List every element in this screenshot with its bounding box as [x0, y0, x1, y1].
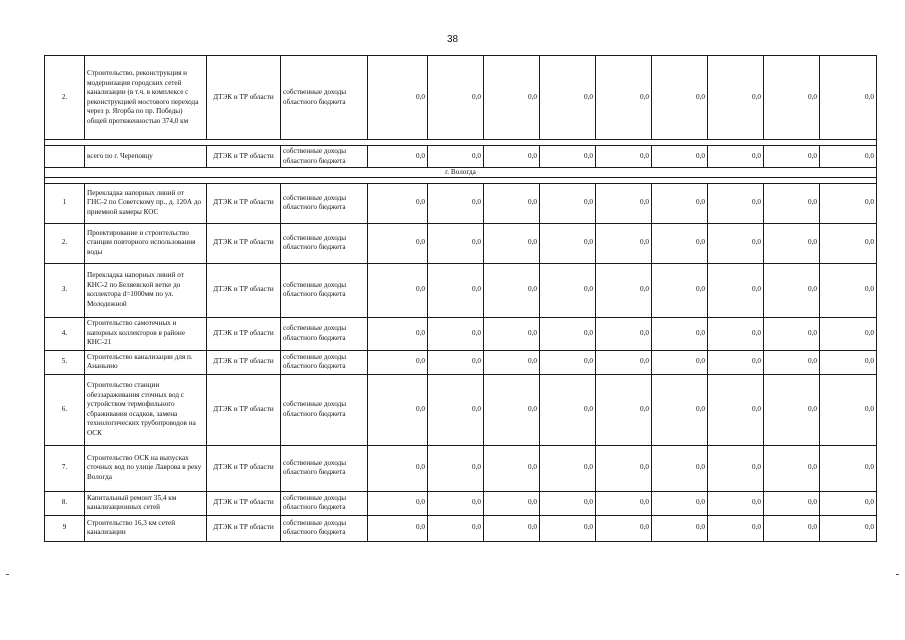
row-value-cell: 0,0	[652, 223, 708, 263]
row-value-cell: 0,0	[484, 374, 540, 445]
row-number	[45, 146, 85, 168]
row-executor: ДТЭК и ТР области	[207, 374, 281, 445]
row-value-cell: 0,0	[428, 317, 484, 350]
row-value-cell: 0,0	[484, 183, 540, 223]
table-row	[45, 223, 877, 263]
row-description: Строительство самотечных и напорных коллекторов в районе КНС-21	[85, 317, 207, 350]
row-value-cell: 0,0	[652, 445, 708, 491]
row-value-cell: 0,0	[652, 56, 708, 140]
row-value-cell: 0,0	[652, 317, 708, 350]
scan-edge-mark-left	[6, 574, 9, 575]
row-number: 8.	[45, 491, 85, 515]
row-value-cell: 0,0	[708, 515, 764, 541]
row-value-cell: 0,0	[540, 56, 596, 140]
row-value-cell: 0,0	[428, 445, 484, 491]
row-funding-source: собственные доходы областного бюджета	[281, 56, 368, 140]
row-executor: ДТЭК и ТР области	[207, 56, 281, 140]
row-value-cell: 0,0	[428, 263, 484, 317]
row-value-cell: 0,0	[764, 317, 820, 350]
row-executor: ДТЭК и ТР области	[207, 445, 281, 491]
row-value-cell: 0,0	[368, 223, 428, 263]
row-value-cell: 0,0	[708, 183, 764, 223]
row-funding-source: собственные доходы областного бюджета	[281, 445, 368, 491]
row-value-cell: 0,0	[484, 263, 540, 317]
row-value-cell: 0,0	[652, 263, 708, 317]
row-value-cell: 0,0	[596, 350, 652, 374]
row-value-cell: 0,0	[708, 445, 764, 491]
table-row	[45, 350, 877, 374]
row-value-cell: 0,0	[540, 374, 596, 445]
row-value-cell: 0,0	[540, 445, 596, 491]
row-value-cell: 0,0	[652, 491, 708, 515]
section-header-row	[45, 168, 877, 178]
row-executor: ДТЭК и ТР области	[207, 491, 281, 515]
row-number: 3.	[45, 263, 85, 317]
row-value-cell: 0,0	[540, 223, 596, 263]
row-value-cell: 0,0	[708, 491, 764, 515]
row-number: 7.	[45, 445, 85, 491]
row-value-cell: 0,0	[540, 146, 596, 168]
row-funding-source: собственные доходы областного бюджета	[281, 515, 368, 541]
row-value-cell: 0,0	[428, 56, 484, 140]
row-value-cell: 0,0	[428, 223, 484, 263]
row-value-cell: 0,0	[540, 350, 596, 374]
table-row	[45, 374, 877, 445]
row-value-cell: 0,0	[368, 374, 428, 445]
row-value-cell: 0,0	[428, 350, 484, 374]
row-description: Строительство ОСК на выпусках сточных вод по улице Лаврова в реку Вологда	[85, 445, 207, 491]
table-row	[45, 317, 877, 350]
row-value-cell: 0,0	[368, 445, 428, 491]
row-value-cell: 0,0	[484, 350, 540, 374]
row-number: 9	[45, 515, 85, 541]
row-value-cell: 0,0	[764, 183, 820, 223]
row-number: 2.	[45, 56, 85, 140]
row-value-cell: 0,0	[764, 374, 820, 445]
row-value-cell: 0,0	[820, 491, 877, 515]
row-value-cell: 0,0	[708, 317, 764, 350]
table-row	[45, 183, 877, 223]
row-funding-source: собственные доходы областного бюджета	[281, 374, 368, 445]
total-row	[45, 146, 877, 168]
row-value-cell: 0,0	[596, 374, 652, 445]
row-funding-source: собственные доходы областного бюджета	[281, 317, 368, 350]
row-value-cell: 0,0	[708, 350, 764, 374]
row-value-cell: 0,0	[764, 445, 820, 491]
row-value-cell: 0,0	[764, 263, 820, 317]
row-value-cell: 0,0	[708, 263, 764, 317]
row-executor: ДТЭК и ТР области	[207, 263, 281, 317]
row-value-cell: 0,0	[764, 350, 820, 374]
row-value-cell: 0,0	[764, 491, 820, 515]
row-value-cell: 0,0	[596, 491, 652, 515]
row-value-cell: 0,0	[540, 491, 596, 515]
row-value-cell: 0,0	[428, 374, 484, 445]
row-value-cell: 0,0	[368, 146, 428, 168]
row-executor: ДТЭК и ТР области	[207, 515, 281, 541]
row-executor: ДТЭК и ТР области	[207, 317, 281, 350]
row-value-cell: 0,0	[820, 317, 877, 350]
row-description: Строительство 16,3 км сетей канализации	[85, 515, 207, 541]
row-number: 5.	[45, 350, 85, 374]
row-value-cell: 0,0	[484, 317, 540, 350]
row-description: Капитальный ремонт 35,4 км канализационных сетей	[85, 491, 207, 515]
table-row	[45, 263, 877, 317]
row-value-cell: 0,0	[820, 223, 877, 263]
row-value-cell: 0,0	[484, 56, 540, 140]
row-value-cell: 0,0	[708, 223, 764, 263]
row-funding-source: собственные доходы областного бюджета	[281, 183, 368, 223]
row-value-cell: 0,0	[368, 183, 428, 223]
row-value-cell: 0,0	[428, 515, 484, 541]
row-value-cell: 0,0	[368, 317, 428, 350]
row-number: 1	[45, 183, 85, 223]
row-value-cell: 0,0	[708, 374, 764, 445]
row-description: всего по г. Череповцу	[85, 146, 207, 168]
row-value-cell: 0,0	[596, 56, 652, 140]
row-value-cell: 0,0	[596, 515, 652, 541]
row-funding-source: собственные доходы областного бюджета	[281, 350, 368, 374]
row-value-cell: 0,0	[540, 263, 596, 317]
row-number: 6.	[45, 374, 85, 445]
table-row	[45, 56, 877, 140]
row-value-cell: 0,0	[820, 515, 877, 541]
row-value-cell: 0,0	[820, 350, 877, 374]
row-value-cell: 0,0	[428, 183, 484, 223]
row-value-cell: 0,0	[484, 146, 540, 168]
row-value-cell: 0,0	[820, 146, 877, 168]
row-value-cell: 0,0	[540, 317, 596, 350]
row-value-cell: 0,0	[540, 515, 596, 541]
row-description: Строительство, реконструкция и модернизация городских сетей канализации (в т.ч. в комплексе с реконструкцией мостового перехода через р. Ягорба по пр. Победы) общей протяженностью 374,0 км	[85, 56, 207, 140]
row-funding-source: собственные доходы областного бюджета	[281, 223, 368, 263]
page-number: 38	[446, 34, 459, 45]
table-row	[45, 515, 877, 541]
row-value-cell: 0,0	[708, 56, 764, 140]
row-value-cell: 0,0	[368, 491, 428, 515]
row-executor: ДТЭК и ТР области	[207, 183, 281, 223]
row-value-cell: 0,0	[484, 223, 540, 263]
row-value-cell: 0,0	[820, 56, 877, 140]
row-value-cell: 0,0	[540, 183, 596, 223]
table-row	[45, 491, 877, 515]
row-description: Проектирование и строительство станции повторного использования воды	[85, 223, 207, 263]
row-executor: ДТЭК и ТР области	[207, 146, 281, 168]
row-value-cell: 0,0	[652, 146, 708, 168]
budget-table	[44, 55, 877, 542]
row-executor: ДТЭК и ТР области	[207, 223, 281, 263]
row-value-cell: 0,0	[428, 491, 484, 515]
row-value-cell: 0,0	[596, 445, 652, 491]
row-funding-source: собственные доходы областного бюджета	[281, 263, 368, 317]
row-value-cell: 0,0	[764, 515, 820, 541]
row-value-cell: 0,0	[820, 445, 877, 491]
row-value-cell: 0,0	[484, 445, 540, 491]
section-title: г. Вологда	[45, 168, 877, 178]
row-description: Перекладка напорных линий от ГНС-2 по Советскому пр., д. 120А до приемной камеры КОС	[85, 183, 207, 223]
row-value-cell: 0,0	[820, 263, 877, 317]
row-description: Строительство станции обеззараживания сточных вод с устройством термофильного сбраживания осадков, замена технологических трубопроводов на ОСК	[85, 374, 207, 445]
row-funding-source: собственные доходы областного бюджета	[281, 491, 368, 515]
row-value-cell: 0,0	[368, 263, 428, 317]
row-value-cell: 0,0	[596, 223, 652, 263]
row-value-cell: 0,0	[652, 183, 708, 223]
row-value-cell: 0,0	[368, 350, 428, 374]
row-value-cell: 0,0	[596, 317, 652, 350]
row-value-cell: 0,0	[596, 263, 652, 317]
row-value-cell: 0,0	[484, 491, 540, 515]
row-value-cell: 0,0	[764, 223, 820, 263]
row-value-cell: 0,0	[652, 350, 708, 374]
row-value-cell: 0,0	[428, 146, 484, 168]
row-description: Строительство канализации для п. Ананьино	[85, 350, 207, 374]
row-value-cell: 0,0	[764, 56, 820, 140]
row-value-cell: 0,0	[596, 183, 652, 223]
row-value-cell: 0,0	[820, 183, 877, 223]
row-funding-source: собственные доходы областного бюджета	[281, 146, 368, 168]
row-value-cell: 0,0	[596, 146, 652, 168]
row-number: 2.	[45, 223, 85, 263]
row-value-cell: 0,0	[484, 515, 540, 541]
row-executor: ДТЭК и ТР области	[207, 350, 281, 374]
row-value-cell: 0,0	[820, 374, 877, 445]
row-value-cell: 0,0	[652, 374, 708, 445]
row-description: Перекладка напорных линий от КНС-2 по Беляевской ветке до коллектора d=1000мм по ул. Молодежной	[85, 263, 207, 317]
row-value-cell: 0,0	[708, 146, 764, 168]
row-value-cell: 0,0	[652, 515, 708, 541]
row-value-cell: 0,0	[764, 146, 820, 168]
row-value-cell: 0,0	[368, 56, 428, 140]
row-number: 4.	[45, 317, 85, 350]
row-value-cell: 0,0	[368, 515, 428, 541]
table-row	[45, 445, 877, 491]
scan-edge-mark-right	[896, 574, 899, 575]
